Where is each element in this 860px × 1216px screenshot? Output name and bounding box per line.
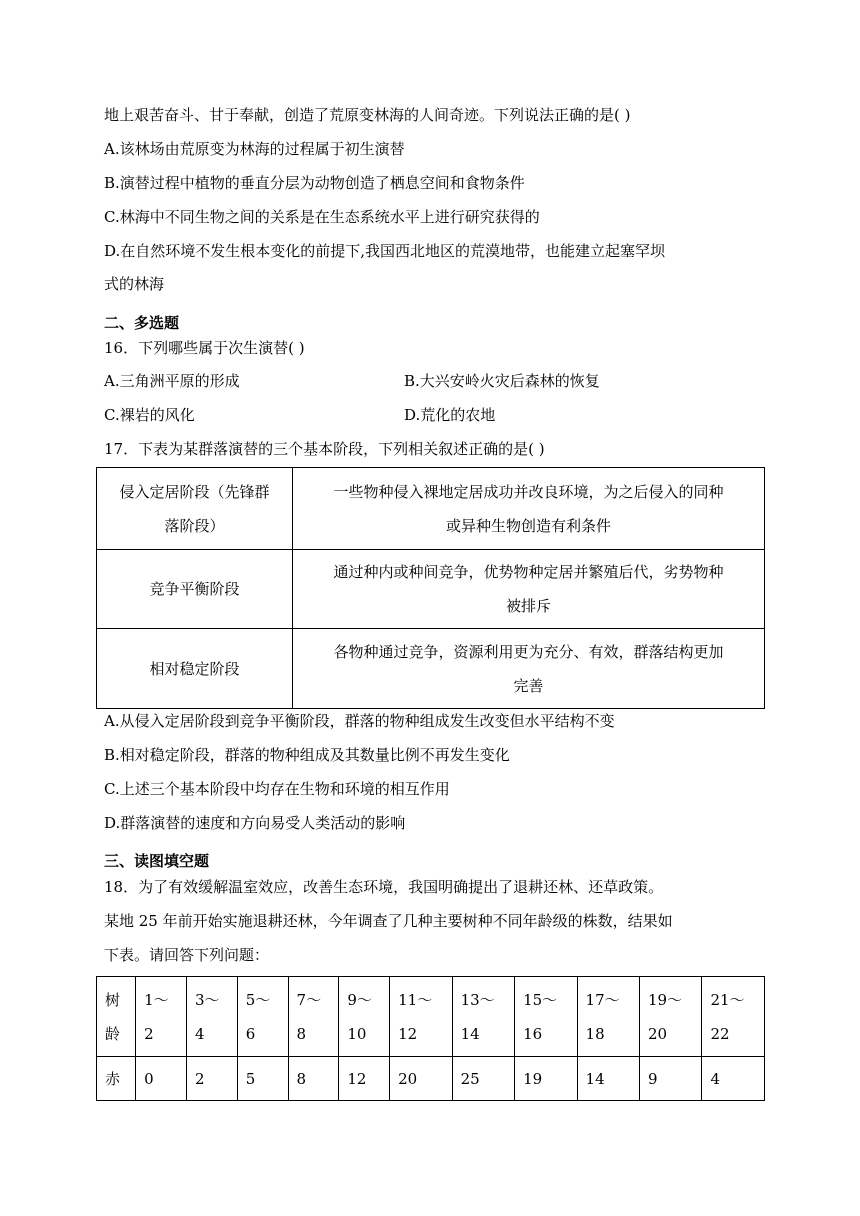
header-line: 7～ [296, 990, 322, 1009]
description-cell [293, 629, 765, 709]
table-row [97, 468, 765, 550]
header-cell [186, 977, 237, 1057]
header-line: 17～ [585, 990, 620, 1009]
header-cell [640, 977, 702, 1057]
header-line: 6 [245, 1024, 256, 1043]
header-line: 15～ [523, 990, 558, 1009]
q15-option-d-cont: 式的林海 [104, 275, 165, 293]
q15-stem-tail: 地上艰苦奋斗、甘于奉献，创造了荒原变林海的人间奇迹。下列说法正确的是( ) [104, 106, 631, 124]
header-line: 12 [398, 1024, 418, 1043]
q18-stem-line: 某地 25 年前开始实施退耕还林，今年调查了几种主要树种不同年龄级的株数，结果如 [104, 912, 673, 930]
q16-option-b: B.大兴安岭火灾后森林的恢复 [404, 372, 600, 390]
stage-cell [97, 468, 293, 550]
header-line: 8 [296, 1024, 307, 1043]
table-cell: 12 [339, 1057, 390, 1101]
header-line: 1～ [144, 990, 169, 1009]
description-line: 或异种生物创造有利条件 [445, 516, 611, 535]
header-line: 树 [105, 990, 121, 1009]
q17-option-c: C.上述三个基本阶段中均存在生物和环境的相互作用 [104, 780, 450, 798]
stage-name-line: 侵入定居阶段（先锋群 [119, 482, 270, 501]
header-cell [515, 977, 577, 1057]
table-row [97, 1057, 765, 1101]
table-cell: 14 [577, 1057, 639, 1101]
description-line: 通过种内或种间竞争，优势物种定居并繁殖后代，劣势物种 [333, 563, 724, 581]
table-cell: 4 [702, 1057, 765, 1101]
description-line: 被排斥 [505, 597, 551, 615]
table-cell: 5 [237, 1057, 288, 1101]
q17-stem: 17．下表为某群落演替的三个基本阶段，下列相关叙述正确的是( ) [104, 440, 545, 458]
q15-option-b: B.演替过程中植物的垂直分层为动物创造了栖息空间和食物条件 [104, 174, 525, 192]
description-cell [293, 468, 765, 550]
table-row [97, 550, 765, 629]
header-line: 16 [523, 1024, 543, 1043]
header-line: 5～ [245, 990, 271, 1009]
header-cell [136, 977, 187, 1057]
header-line: 18 [585, 1024, 605, 1043]
section-heading-diagram-fill: 三、读图填空题 [104, 852, 210, 870]
table-cell: 19 [515, 1057, 577, 1101]
q16-option-a: A.三角洲平原的形成 [104, 372, 240, 390]
q15-option-a: A.该林场由荒原变为林海的过程属于初生演替 [104, 140, 405, 158]
table-row [97, 629, 765, 709]
q15-option-d: D.在自然环境不发生根本变化的前提下,我国西北地区的荒漠地带，也能建立起塞罕坝 [104, 242, 666, 260]
header-line: 4 [194, 1024, 205, 1043]
header-line: 11～ [398, 990, 433, 1009]
description-cell [293, 550, 765, 629]
description-line: 完善 [513, 676, 544, 695]
header-line: 13～ [460, 990, 495, 1009]
header-line: 龄 [105, 1024, 121, 1043]
table-cell: 8 [288, 1057, 339, 1101]
description-line: 各物种通过竞争，资源利用更为充分、有效，群落结构更加 [333, 642, 724, 661]
table-cell: 9 [640, 1057, 702, 1101]
table-cell: 赤 [97, 1057, 136, 1101]
stage-cell [97, 629, 293, 709]
header-line: 20 [648, 1024, 668, 1043]
q17-option-a: A.从侵入定居阶段到竞争平衡阶段，群落的物种组成发生改变但水平结构不变 [104, 712, 615, 730]
header-line: 9～ [347, 990, 372, 1009]
succession-stages-table [96, 467, 765, 709]
q16-option-d: D.荒化的农地 [404, 406, 496, 424]
q18-stem-line: 下表。请回答下列问题： [104, 946, 270, 964]
header-cell [339, 977, 390, 1057]
header-cell [702, 977, 765, 1057]
header-line: 19～ [648, 990, 683, 1009]
q16-stem: 16．下列哪些属于次生演替( ) [104, 339, 305, 357]
q17-option-b: B.相对稳定阶段，群落的物种组成及其数量比例不再发生变化 [104, 746, 510, 764]
header-cell [577, 977, 639, 1057]
header-line: 21～ [710, 990, 745, 1009]
tree-age-table [96, 976, 765, 1101]
header-cell [97, 977, 136, 1057]
q18-stem-line: 18．为了有效缓解温室效应，改善生态环境，我国明确提出了退耕还林、还草政策。 [104, 878, 664, 896]
header-cell [237, 977, 288, 1057]
section-heading-multiple-choice: 二、多选题 [104, 314, 180, 332]
description-line: 一些物种侵入裸地定居成功并改良环境，为之后侵入的同种 [333, 482, 724, 501]
q15-option-c: C.林海中不同生物之间的关系是在生态系统水平上进行研究获得的 [104, 208, 540, 226]
header-line: 14 [460, 1024, 480, 1043]
table-header-row [97, 977, 765, 1057]
stage-name-line: 落阶段） [164, 516, 225, 535]
q17-option-d: D.群落演替的速度和方向易受人类活动的影响 [104, 814, 406, 832]
header-cell [452, 977, 514, 1057]
header-cell [390, 977, 452, 1057]
header-line: 22 [710, 1024, 730, 1043]
table-cell: 2 [186, 1057, 237, 1101]
header-line: 3～ [194, 990, 220, 1009]
stage-name-line: 相对稳定阶段 [149, 659, 240, 678]
q16-option-c: C.裸岩的风化 [104, 406, 195, 424]
table-cell: 0 [136, 1057, 187, 1101]
table-cell: 20 [390, 1057, 452, 1101]
header-cell [288, 977, 339, 1057]
table-cell: 25 [452, 1057, 514, 1101]
stage-name-line: 竞争平衡阶段 [149, 580, 240, 598]
stage-cell [97, 550, 293, 629]
header-line: 10 [347, 1024, 367, 1043]
header-line: 2 [144, 1024, 154, 1043]
